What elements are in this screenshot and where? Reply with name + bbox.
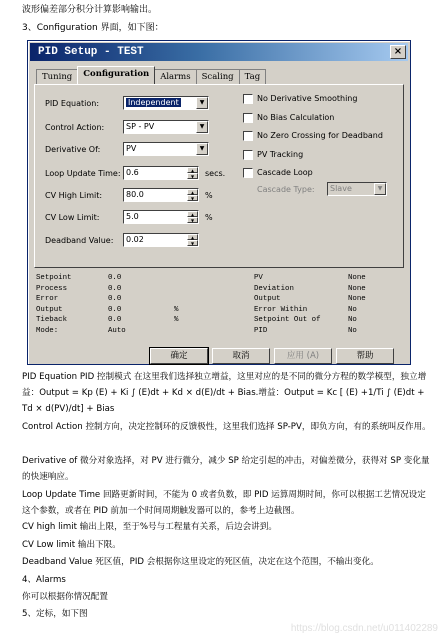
configuration-panel [34, 84, 404, 268]
doc-line-1: 波形偏差部分积分计算影响输出。 [22, 5, 158, 15]
status-value: 0.0 [108, 274, 122, 282]
no-derivative-smoothing-label: No Derivative Smoothing [257, 94, 358, 103]
doc-line-2: 3、Configuration 界面，如下图： [22, 23, 164, 33]
cascade-loop-checkbox[interactable] [243, 168, 253, 178]
no-zero-crossing-checkbox[interactable] [243, 131, 253, 141]
doc-paragraph: Derivative of 微分对象选择，对 PV 进行微分，减少 SP 给定引起的冲击，对偏差微分，获得对 SP 变化量的快速响应。 [22, 456, 430, 482]
status-value: 0.0 [108, 295, 122, 304]
cv-low-input[interactable] [123, 210, 199, 224]
help-button[interactable]: 帮助 [336, 348, 394, 364]
chevron-down-icon[interactable]: ▼ [196, 97, 208, 109]
doc-paragraph: PID Equation PID 控制模式 在这里我们选择独立增益，这里对应的是不同的微分方程的数学模型，独立增益：Output = Kp (E) + Ki ∫ (E)dt + Kd × d(E)/dt + Bias.增益：Output = Kc [ (E) +1/Ti ∫ (E)dt + Td × d(PV)/dt] + Bias [22, 372, 427, 414]
doc-paragraph: Control Action 控制方向，决定控制环的反馈极性，这里我们选择 SP-PV，即负方向，有的系统叫反作用。 [22, 422, 431, 432]
cv-high-label: CV High Limit: [45, 191, 103, 200]
status-value: No [348, 316, 357, 325]
watermark: https://blog.csdn.net/u011402289 [290, 623, 438, 634]
cv-high-unit: % [205, 191, 213, 200]
tab-strip [36, 67, 265, 84]
chevron-down-icon[interactable]: ▼ [196, 121, 208, 133]
control-action-label: Control Action: [45, 123, 105, 132]
deadband-value: 0.02 [126, 235, 144, 244]
status-value: None [348, 274, 366, 282]
status-label: PV [254, 274, 263, 282]
status-unit: % [174, 305, 179, 314]
loop-update-label: Loop Update Time: [45, 169, 121, 178]
tab-tuning[interactable]: Tuning [36, 69, 78, 84]
status-value: No [348, 305, 357, 314]
cv-low-value: 5.0 [126, 212, 139, 221]
spinner[interactable]: ▲ ▼ [187, 189, 198, 201]
status-value: None [348, 295, 366, 304]
loop-update-value: 0.6 [126, 168, 139, 177]
status-label: PID [254, 327, 268, 335]
spinner[interactable]: ▲ ▼ [187, 211, 198, 223]
pid-setup-dialog [27, 40, 411, 365]
window-title: PID Setup - TEST [38, 46, 144, 58]
status-value: 0.0 [108, 316, 122, 325]
status-label: Process [36, 284, 68, 293]
doc-paragraph: CV high limit 输出上限，至于%号与工程量有关系，后边会讲到。 [22, 522, 277, 532]
cascade-type-label: Cascade Type: [257, 185, 315, 194]
no-bias-calculation-label: No Bias Calculation [257, 113, 335, 122]
ok-button[interactable]: 确定 [150, 348, 208, 364]
doc-paragraph: 你可以根据你情况配置 [22, 592, 108, 602]
cv-low-label: CV Low Limit: [45, 213, 100, 222]
spinner[interactable]: ▲ ▼ [187, 167, 198, 179]
doc-paragraph: Deadband Value 死区值，PID 会根据你这里设定的死区值，决定在这个范围，不输出变化。 [22, 557, 379, 567]
loop-update-input[interactable] [123, 166, 199, 180]
chevron-down-icon[interactable]: ▼ [196, 143, 208, 155]
pv-tracking-checkbox[interactable] [243, 150, 253, 160]
no-zero-crossing-label: No Zero Crossing for Deadband [257, 131, 383, 140]
status-value: None [348, 284, 366, 293]
status-label: Mode: [36, 327, 59, 335]
cascade-type-value: Slave [330, 184, 352, 193]
derivative-of-value: PV [126, 144, 137, 153]
status-label: Deviation [254, 284, 294, 293]
doc-paragraph: 4、Alarms [22, 575, 66, 585]
cv-high-value: 80.0 [126, 190, 144, 199]
status-label: Error Within [254, 305, 308, 314]
deadband-label: Deadband Value: [45, 236, 114, 245]
tab-tag[interactable]: Tag [239, 69, 267, 84]
status-label: Error [36, 295, 59, 304]
cancel-button[interactable]: 取消 [212, 348, 270, 364]
status-unit: % [174, 316, 179, 325]
control-action-value: SP - PV [126, 122, 155, 131]
title-bar [30, 43, 408, 61]
pv-tracking-label: PV Tracking [257, 150, 304, 159]
cv-high-input[interactable] [123, 188, 199, 202]
cascade-type-select[interactable] [327, 182, 387, 196]
no-derivative-smoothing-checkbox[interactable] [243, 94, 253, 104]
status-value: No [348, 327, 357, 335]
status-label: Setpoint Out of [254, 316, 321, 325]
tab-scaling[interactable]: Scaling [196, 69, 240, 84]
status-label: Output [36, 305, 63, 314]
doc-paragraph: 5、定标，如下图 [22, 609, 88, 619]
chevron-down-icon[interactable]: ▼ [374, 183, 386, 195]
tab-alarms[interactable]: Alarms [154, 69, 196, 84]
apply-button[interactable]: 应用 (A) [274, 348, 332, 364]
loop-update-unit: secs. [205, 169, 226, 178]
tab-configuration[interactable]: Configuration [77, 66, 155, 84]
doc-paragraph: CV Low limit 输出下限。 [22, 540, 121, 550]
status-label: Tieback [36, 316, 68, 325]
no-bias-calculation-checkbox[interactable] [243, 113, 253, 123]
status-value: 0.0 [108, 284, 122, 293]
status-label: Output [254, 295, 281, 304]
pid-equation-value: Independent [128, 98, 179, 107]
doc-paragraph: Loop Update Time 回路更新时间，不能为 0 或者负数，即 PID 运算周期时间，你可以根据工艺情况设定这个参数，或者在 PID 前加一个时间周期触发器可以的，参考上边截图。 [22, 490, 426, 516]
close-button[interactable]: × [390, 45, 406, 59]
cv-low-unit: % [205, 213, 213, 222]
deadband-input[interactable] [123, 233, 199, 247]
pid-equation-label: PID Equation: [45, 99, 100, 108]
control-action-select[interactable] [123, 120, 209, 134]
status-label: Setpoint [36, 274, 72, 282]
pid-equation-select[interactable] [123, 96, 209, 110]
derivative-of-label: Derivative Of: [45, 145, 101, 154]
derivative-of-select[interactable] [123, 142, 209, 156]
spinner[interactable]: ▲ ▼ [187, 234, 198, 246]
status-value: 0.0 [108, 305, 122, 314]
status-value: Auto [108, 327, 126, 335]
cascade-loop-label: Cascade Loop [257, 168, 313, 177]
